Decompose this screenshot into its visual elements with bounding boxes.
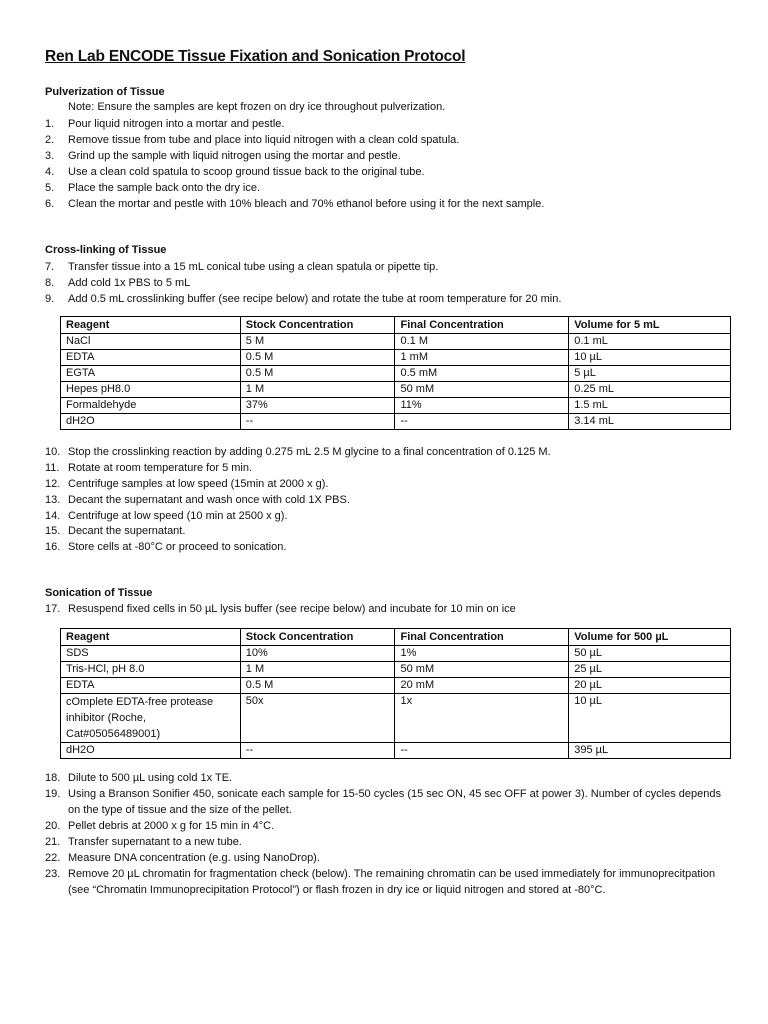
step-number: 20. [45, 820, 61, 832]
step-text: Pour liquid nitrogen into a mortar and pestle. [68, 118, 285, 130]
step-text: Store cells at -80°C or proceed to sonication. [68, 541, 287, 553]
table-cell: 3.14 mL [569, 414, 731, 430]
table-row [61, 694, 731, 743]
table-cell: 10 µL [569, 350, 731, 366]
step-text: Measure DNA concentration (e.g. using NanoDrop). [68, 852, 320, 864]
table-row [61, 678, 731, 694]
table-cell: 20 mM [395, 678, 569, 694]
table-cell: dH2O [61, 743, 241, 759]
table-cell: -- [395, 414, 569, 430]
table-cell: 50 mM [395, 382, 569, 398]
table-row [61, 662, 731, 678]
step-number: 10. [45, 446, 61, 458]
list-item [45, 786, 735, 818]
step-text: Transfer supernatant to a new tube. [68, 836, 242, 848]
step-number: 11. [45, 462, 60, 474]
step-text: Transfer tissue into a 15 mL conical tube using a clean spatula or pipette tip. [68, 261, 439, 273]
step-number: 4. [45, 166, 55, 178]
table-header-cell: Reagent [61, 317, 241, 334]
table-cell: 10% [240, 646, 395, 662]
step-number: 13. [45, 494, 61, 506]
step-text: Use a clean cold spatula to scoop ground tissue back to the original tube. [68, 166, 425, 178]
pulverization-note: Note: Ensure the samples are kept frozen on dry ice throughout pulverization. [68, 101, 446, 113]
step-number: 8. [45, 277, 55, 289]
table-row [61, 382, 731, 398]
table-header-row [61, 317, 731, 334]
table-cell: EGTA [61, 366, 241, 382]
step-text: Clean the mortar and pestle with 10% bleach and 70% ethanol before using it for the next sample. [68, 198, 545, 210]
table-cell: 0.5 M [240, 350, 395, 366]
table-cell: 0.5 M [240, 678, 395, 694]
crosslinking-buffer-table [60, 316, 731, 430]
table-cell: 37% [240, 398, 395, 414]
step-text: Decant the supernatant and wash once with cold 1X PBS. [68, 494, 350, 506]
section-heading-pulverization: Pulverization of Tissue [45, 86, 165, 98]
section-heading-crosslinking: Cross-linking of Tissue [45, 244, 167, 256]
table-cell: 1 mM [395, 350, 569, 366]
step-number: 7. [45, 261, 55, 273]
table-cell: 20 µL [569, 678, 731, 694]
table-row [61, 334, 731, 350]
step-text: Place the sample back onto the dry ice. [68, 182, 260, 194]
table-row [61, 366, 731, 382]
table-header-cell: Reagent [61, 629, 241, 646]
lysis-buffer-table [60, 628, 731, 759]
table-header-cell: Volume for 5 mL [569, 317, 731, 334]
table-header-cell: Final Concentration [395, 629, 569, 646]
step-number: 9. [45, 293, 55, 305]
table-header-cell: Volume for 500 µL [569, 629, 731, 646]
table-cell: 5 M [240, 334, 395, 350]
table-cell: 50 mM [395, 662, 569, 678]
step-text: Add 0.5 mL crosslinking buffer (see recipe below) and rotate the tube at room temperature for 20 min. [68, 293, 562, 305]
step-number: 1. [45, 118, 55, 130]
table-cell: 5 µL [569, 366, 731, 382]
table-cell: 10 µL [569, 694, 731, 743]
step-text: Centrifuge at low speed (10 min at 2500 x g). [68, 510, 288, 522]
step-number: 17. [45, 603, 61, 615]
table-header-cell: Stock Concentration [240, 317, 395, 334]
step-number: 12. [45, 478, 61, 490]
step-text: Remove 20 µL chromatin for fragmentation check (below). The remaining chromatin can be used immediately for immunoprecitpation (see “Chromatin Immunoprecipitation Protocol”) or flash frozen in dry ice or liquid nitrogen and stored at -80°C. [68, 868, 716, 896]
step-number: 3. [45, 150, 55, 162]
step-text: Rotate at room temperature for 5 min. [68, 462, 253, 474]
step-number: 19. [45, 788, 61, 800]
table-cell: Tris-HCl, pH 8.0 [61, 662, 241, 678]
section-heading-sonication: Sonication of Tissue [45, 587, 153, 599]
table-cell: 0.5 M [240, 366, 395, 382]
table-cell: 395 µL [569, 743, 731, 759]
step-text: Dilute to 500 µL using cold 1x TE. [68, 772, 233, 784]
table-cell: 0.1 mL [569, 334, 731, 350]
table-cell: 1 M [240, 382, 395, 398]
step-text: Stop the crosslinking reaction by adding 0.275 mL 2.5 M glycine to a final concentration of 0.125 M. [68, 446, 551, 458]
table-cell: dH2O [61, 414, 241, 430]
table-row [61, 743, 731, 759]
step-number: 15. [45, 525, 61, 537]
table-cell: 1% [395, 646, 569, 662]
table-cell: 11% [395, 398, 569, 414]
step-text: Add cold 1x PBS to 5 mL [68, 277, 191, 289]
table-cell: SDS [61, 646, 241, 662]
table-row [61, 646, 731, 662]
table-header-cell: Final Concentration [395, 317, 569, 334]
table-row [61, 350, 731, 366]
table-cell: 1x [395, 694, 569, 743]
step-number: 14. [45, 510, 61, 522]
table-cell: Hepes pH8.0 [61, 382, 241, 398]
table-cell: 1.5 mL [569, 398, 731, 414]
table-cell: 25 µL [569, 662, 731, 678]
step-number: 18. [45, 772, 61, 784]
table-cell: 50 µL [569, 646, 731, 662]
table-header-cell: Stock Concentration [240, 629, 395, 646]
list-item [45, 866, 735, 898]
table-header-row [61, 629, 731, 646]
step-number: 23. [45, 868, 61, 880]
step-text: Resuspend fixed cells in 50 µL lysis buffer (see recipe below) and incubate for 10 min on ice [68, 603, 516, 615]
table-cell: EDTA [61, 678, 241, 694]
table-cell: 0.1 M [395, 334, 569, 350]
step-text: Grind up the sample with liquid nitrogen using the mortar and pestle. [68, 150, 401, 162]
step-text: Using a Branson Sonifier 450, sonicate each sample for 15-50 cycles (15 sec ON, 45 sec OFF at power 3). Number of cycles depends on the type of tissue and the size of the pellet. [68, 788, 721, 816]
step-number: 6. [45, 198, 55, 210]
table-cell: cOmplete EDTA-free protease inhibitor (Roche, Cat#05056489001) [61, 694, 241, 743]
page-title: Ren Lab ENCODE Tissue Fixation and Sonication Protocol [45, 48, 466, 65]
table-cell: EDTA [61, 350, 241, 366]
table-cell: Formaldehyde [61, 398, 241, 414]
step-number: 21. [45, 836, 61, 848]
table-cell: -- [240, 743, 395, 759]
table-cell: 0.5 mM [395, 366, 569, 382]
step-text: Decant the supernatant. [68, 525, 186, 537]
table-cell: NaCl [61, 334, 241, 350]
table-cell: -- [240, 414, 395, 430]
step-text: Remove tissue from tube and place into liquid nitrogen with a clean cold spatula. [68, 134, 460, 146]
step-text: Centrifuge samples at low speed (15min at 2000 x g). [68, 478, 329, 490]
step-number: 22. [45, 852, 61, 864]
table-cell: 50x [240, 694, 395, 743]
table-cell: 1 M [240, 662, 395, 678]
step-number: 16. [45, 541, 61, 553]
table-row [61, 414, 731, 430]
table-row [61, 398, 731, 414]
step-number: 2. [45, 134, 55, 146]
table-cell: 0.25 mL [569, 382, 731, 398]
step-number: 5. [45, 182, 55, 194]
step-text: Pellet debris at 2000 x g for 15 min in 4°C. [68, 820, 275, 832]
table-cell: -- [395, 743, 569, 759]
